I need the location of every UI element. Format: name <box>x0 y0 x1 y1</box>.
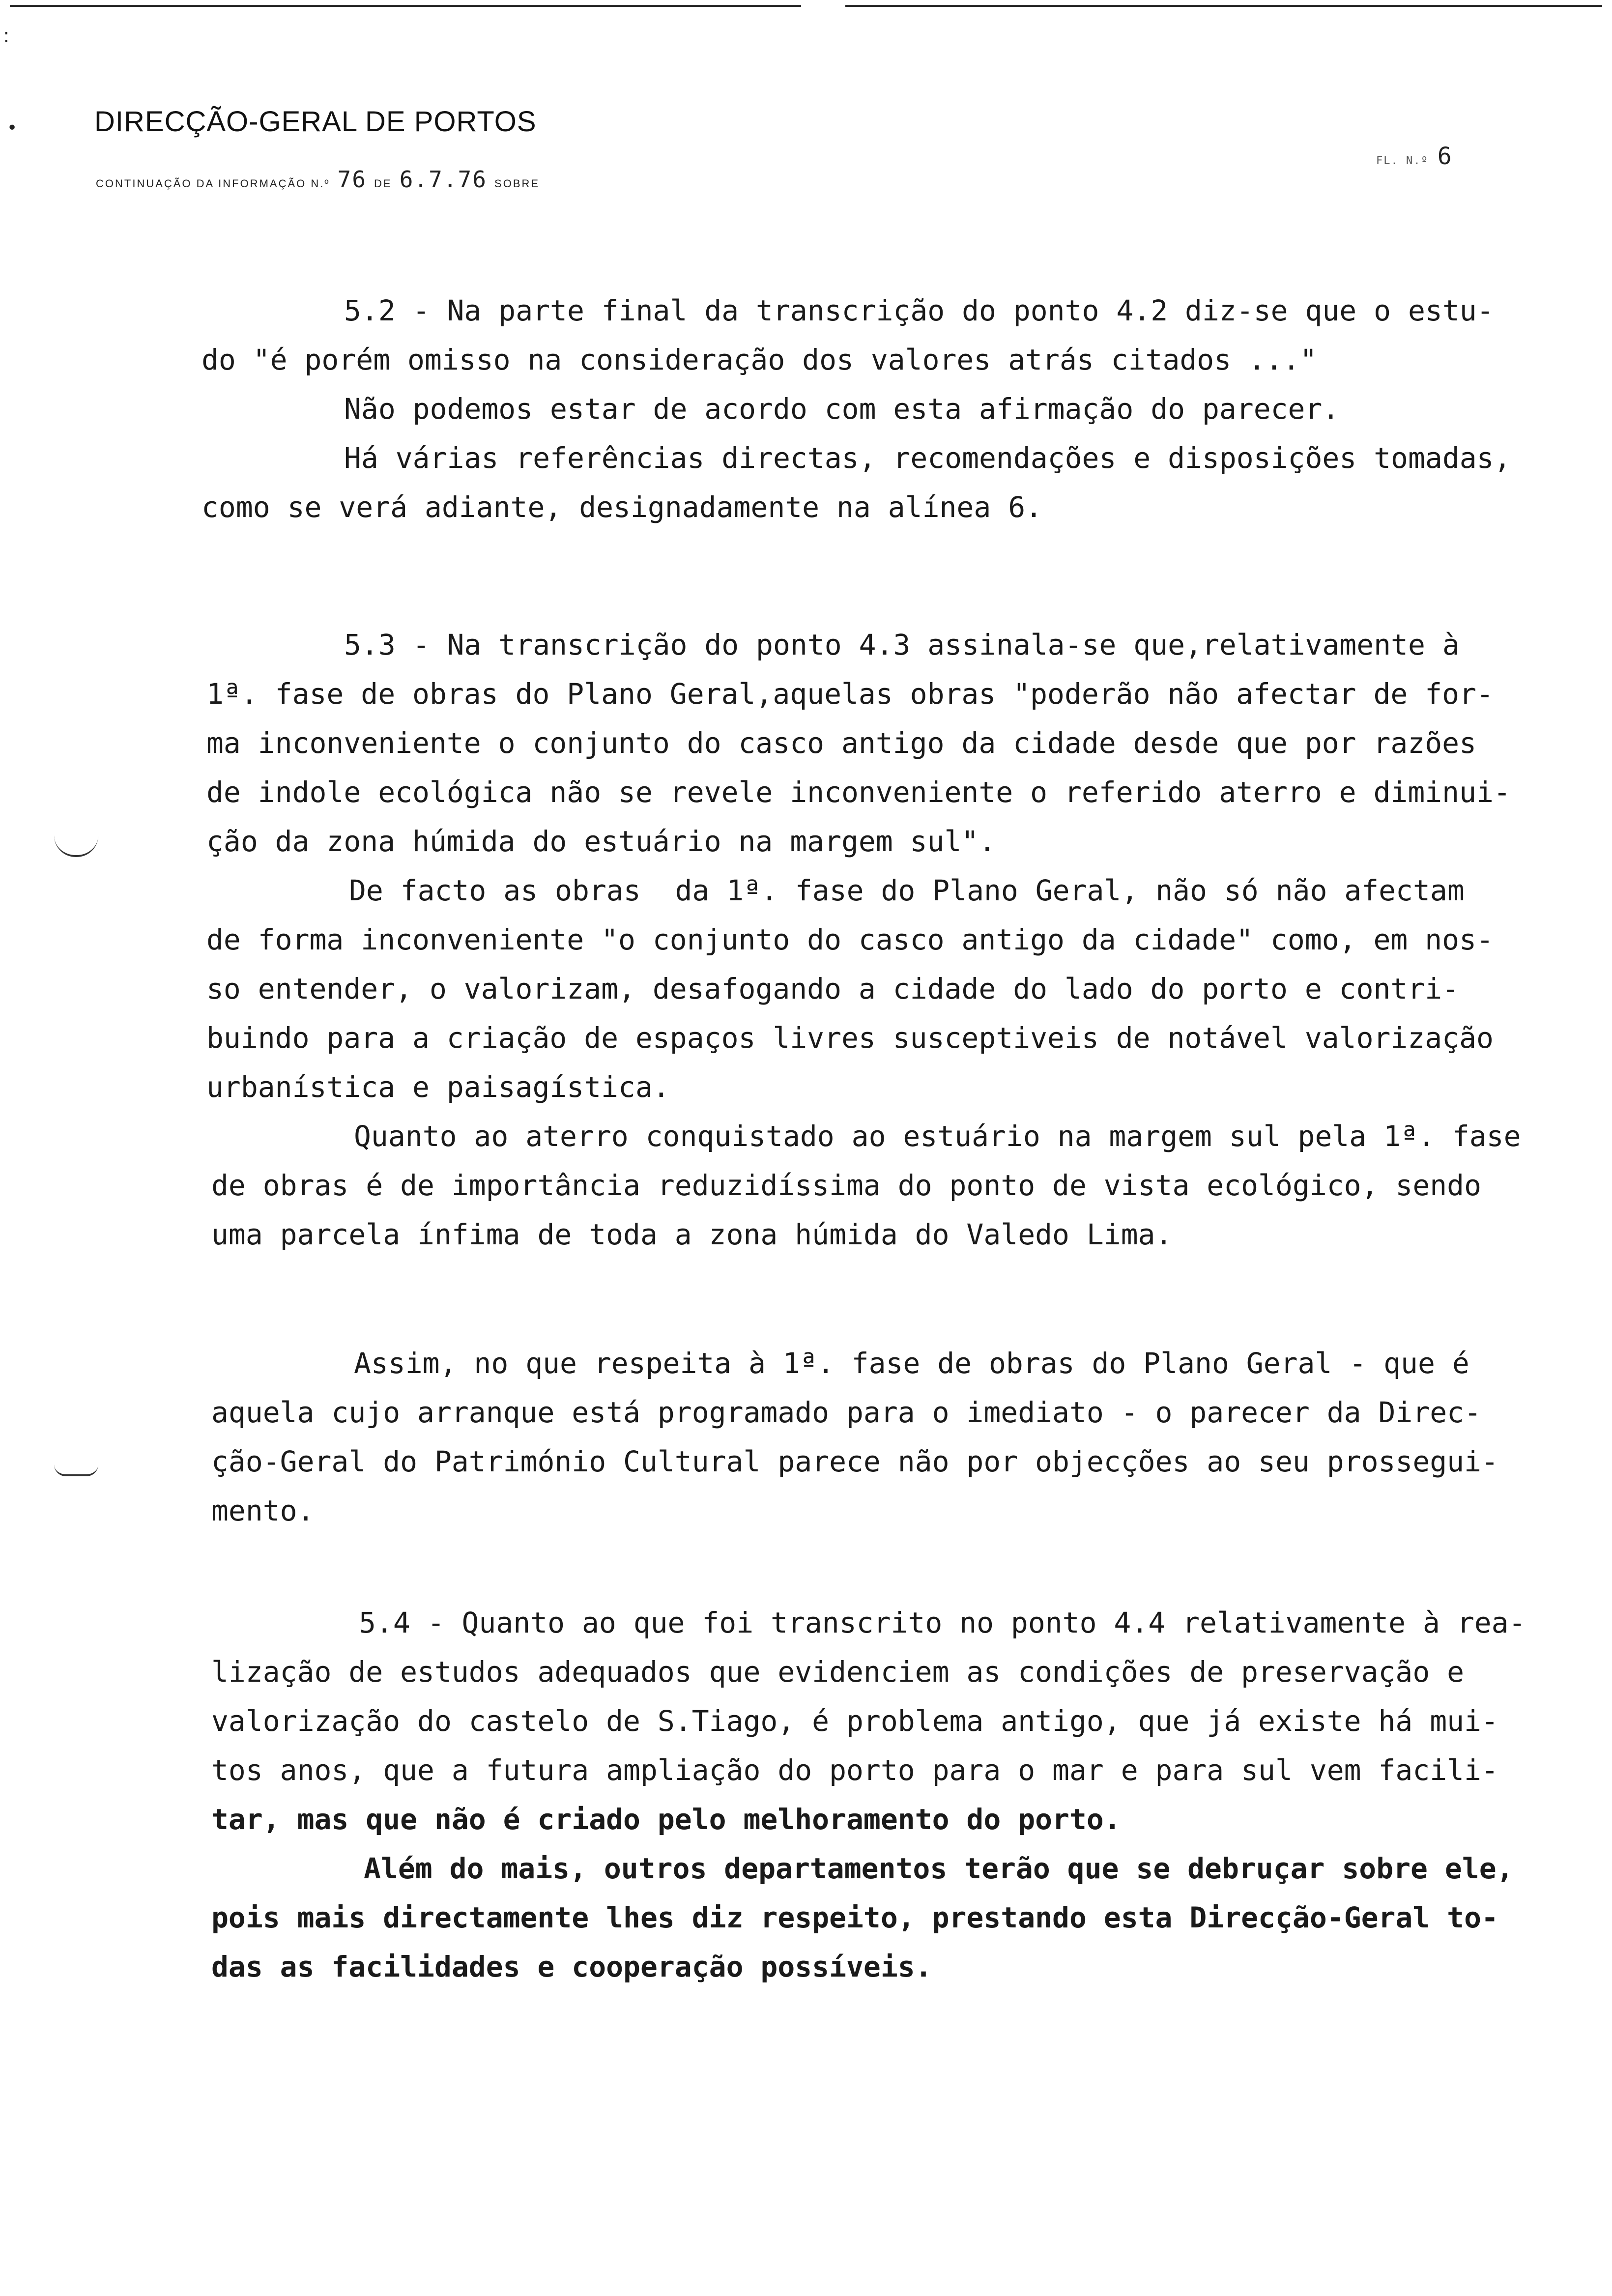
date-label: DE <box>374 177 392 190</box>
margin-bracket-mark-icon <box>54 835 98 857</box>
top-rule-left <box>10 5 801 7</box>
text-line: ção da zona húmida do estuário na margem sul". <box>206 825 996 858</box>
text-line: ção-Geral do Património Cultural parece não por objecções ao seu prossegui- <box>211 1445 1498 1478</box>
text-line: aquela cujo arranque está programado para o imediato - o parecer da Direc- <box>211 1396 1482 1429</box>
text-line: valorização do castelo de S.Tiago, é problema antigo, que já existe há mui- <box>211 1704 1498 1738</box>
info-number: 76 <box>337 166 367 193</box>
text-line: tos anos, que a futura ampliação do porto para o mar e para sul vem facili- <box>211 1753 1498 1787</box>
text-line: Há várias referências directas, recomendações e disposições tomadas, <box>344 441 1511 475</box>
text-line: como se verá adiante, designadamente na alínea 6. <box>202 490 1043 524</box>
text-line: tar, mas que não é criado pelo melhoramento do porto. <box>211 1803 1121 1836</box>
text-line: so entender, o valorizam, desafogando a cidade do lado do porto e contri- <box>206 972 1460 1005</box>
text-line: De facto as obras da 1ª. fase do Plano Geral, não só não afectam <box>349 874 1465 907</box>
text-line: 5.3 - Na transcrição do ponto 4.3 assinala-se que,relativamente à <box>344 628 1460 661</box>
folio-label: FL. N.º <box>1376 155 1429 167</box>
text-line: mento. <box>211 1494 315 1527</box>
text-line: pois mais directamente lhes diz respeito, prestando esta Direcção-Geral to- <box>211 1901 1498 1934</box>
text-line: 5.4 - Quanto ao que foi transcrito no ponto 4.4 relativamente à rea- <box>359 1606 1526 1639</box>
subject-label: SOBRE <box>494 177 540 190</box>
margin-dot-icon: • <box>7 118 18 138</box>
text-line: lização de estudos adequados que evidenciem as condições de preservação e <box>211 1655 1465 1689</box>
text-line: Não podemos estar de acordo com esta afirmação do parecer. <box>344 392 1340 426</box>
text-line: de forma inconveniente "o conjunto do casco antigo da cidade" como, em nos- <box>206 923 1494 956</box>
folio-number: 6 <box>1437 143 1452 170</box>
margin-bracket-mark-icon <box>54 1464 98 1476</box>
text-line: Além do mais, outros departamentos terão que se debruçar sobre ele, <box>364 1852 1514 1885</box>
folio-stamp <box>1376 143 1452 170</box>
top-rule-right <box>845 5 1602 7</box>
text-line: 1ª. fase de obras do Plano Geral,aquelas obras "poderão não afectar de for- <box>206 677 1494 711</box>
text-line: Assim, no que respeita à 1ª. fase de obras do Plano Geral - que é <box>354 1347 1469 1380</box>
text-line: do "é porém omisso na consideração dos valores atrás citados ..." <box>202 343 1317 376</box>
text-line: uma parcela ínfima de toda a zona húmida do Valedo Lima. <box>211 1218 1173 1251</box>
text-line: de indole ecológica não se revele inconveniente o referido aterro e diminui- <box>206 775 1511 809</box>
info-date: 6.7.76 <box>399 166 487 193</box>
text-line: 5.2 - Na parte final da transcrição do ponto 4.2 diz-se que o estu- <box>344 294 1494 327</box>
text-line: de obras é de importância reduzidíssima do ponto de vista ecológico, sendo <box>211 1169 1482 1202</box>
letterhead-title: DIRECÇÃO-GERAL DE PORTOS <box>94 106 537 138</box>
text-line: ma inconveniente o conjunto do casco antigo da cidade desde que por razões <box>206 726 1477 760</box>
continuation-label: CONTINUAÇÃO DA INFORMAÇÃO N.º <box>96 177 330 190</box>
punch-mark-icon: : <box>3 25 10 47</box>
continuation-line <box>96 166 540 193</box>
text-line: buindo para a criação de espaços livres susceptiveis de notável valorização <box>206 1021 1494 1055</box>
text-line: Quanto ao aterro conquistado ao estuário na margem sul pela 1ª. fase <box>354 1119 1521 1153</box>
text-line: urbanística e paisagística. <box>206 1070 670 1104</box>
text-line: das as facilidades e cooperação possíveis. <box>211 1950 932 1983</box>
